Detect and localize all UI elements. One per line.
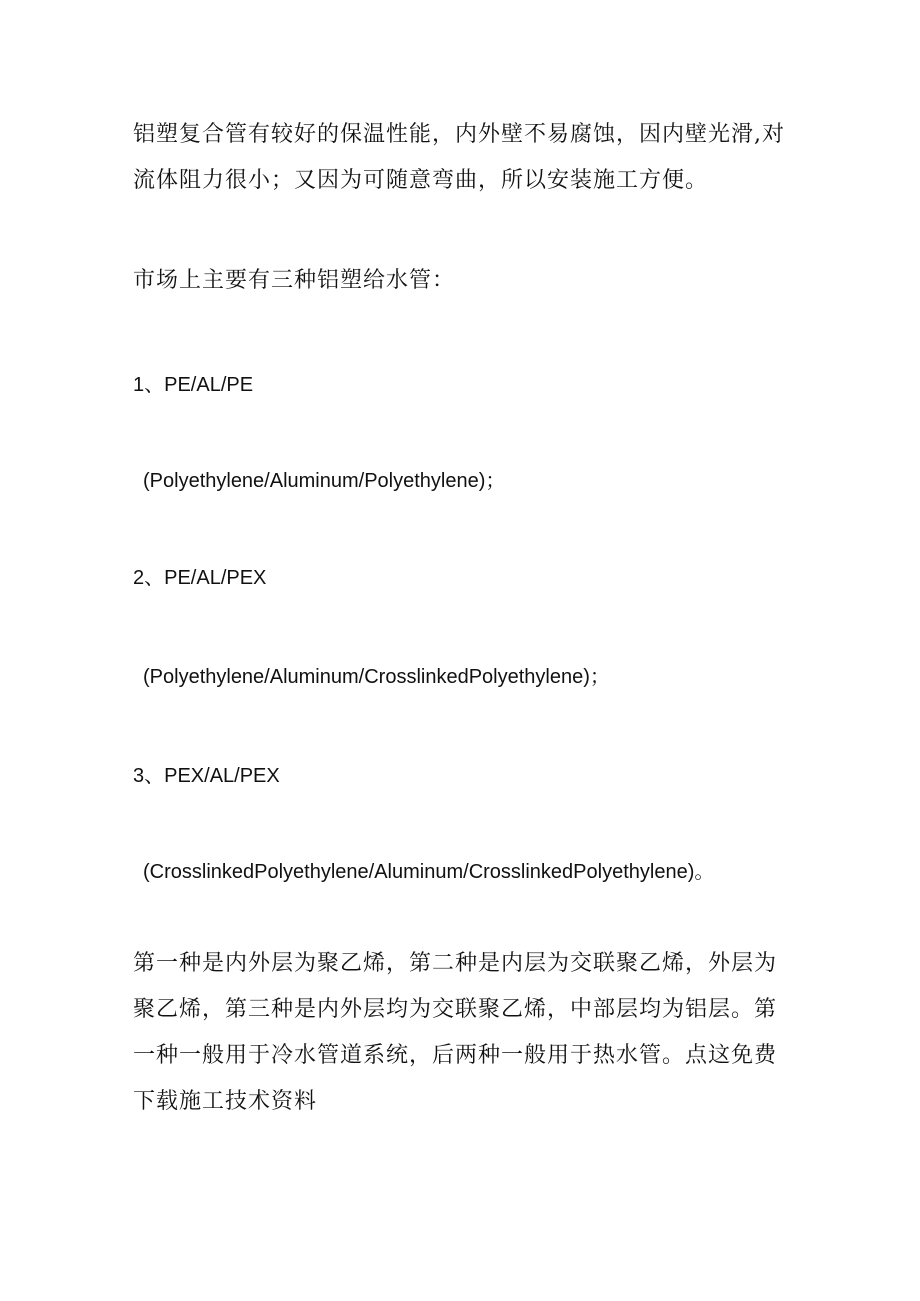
list-item-3-label: 3、PEX/AL/PEX (133, 765, 280, 787)
list-item-3-detail: (CrosslinkedPolyethylene/Aluminum/CrosslinkedPolyethylene)。 (143, 861, 715, 883)
closing-paragraph: 第一种是内外层为聚乙烯，第二种是内层为交联聚乙烯，外层为聚乙烯，第三种是内外层均为交联聚乙烯，中部层均为铝层。第一种一般用于冷水管道系统，后两种一般用于热水管。点这免费下载施工技术资料 (133, 951, 778, 1114)
market-heading: 市场上主要有三种铝塑给水管： (133, 268, 456, 293)
list-item-1-detail: (Polyethylene/Aluminum/Polyethylene)； (143, 470, 506, 492)
list-item-2-detail: (Polyethylene/Aluminum/CrosslinkedPolyethylene)； (143, 666, 610, 688)
list-item-1-label: 1、PE/AL/PE (133, 374, 254, 396)
intro-paragraph: 铝塑复合管有较好的保温性能，内外壁不易腐蚀，因内壁光滑,对流体阻力很小；又因为可随意弯曲，所以安装施工方便。 (133, 122, 785, 193)
list-item-2-label: 2、PE/AL/PEX (133, 567, 267, 589)
